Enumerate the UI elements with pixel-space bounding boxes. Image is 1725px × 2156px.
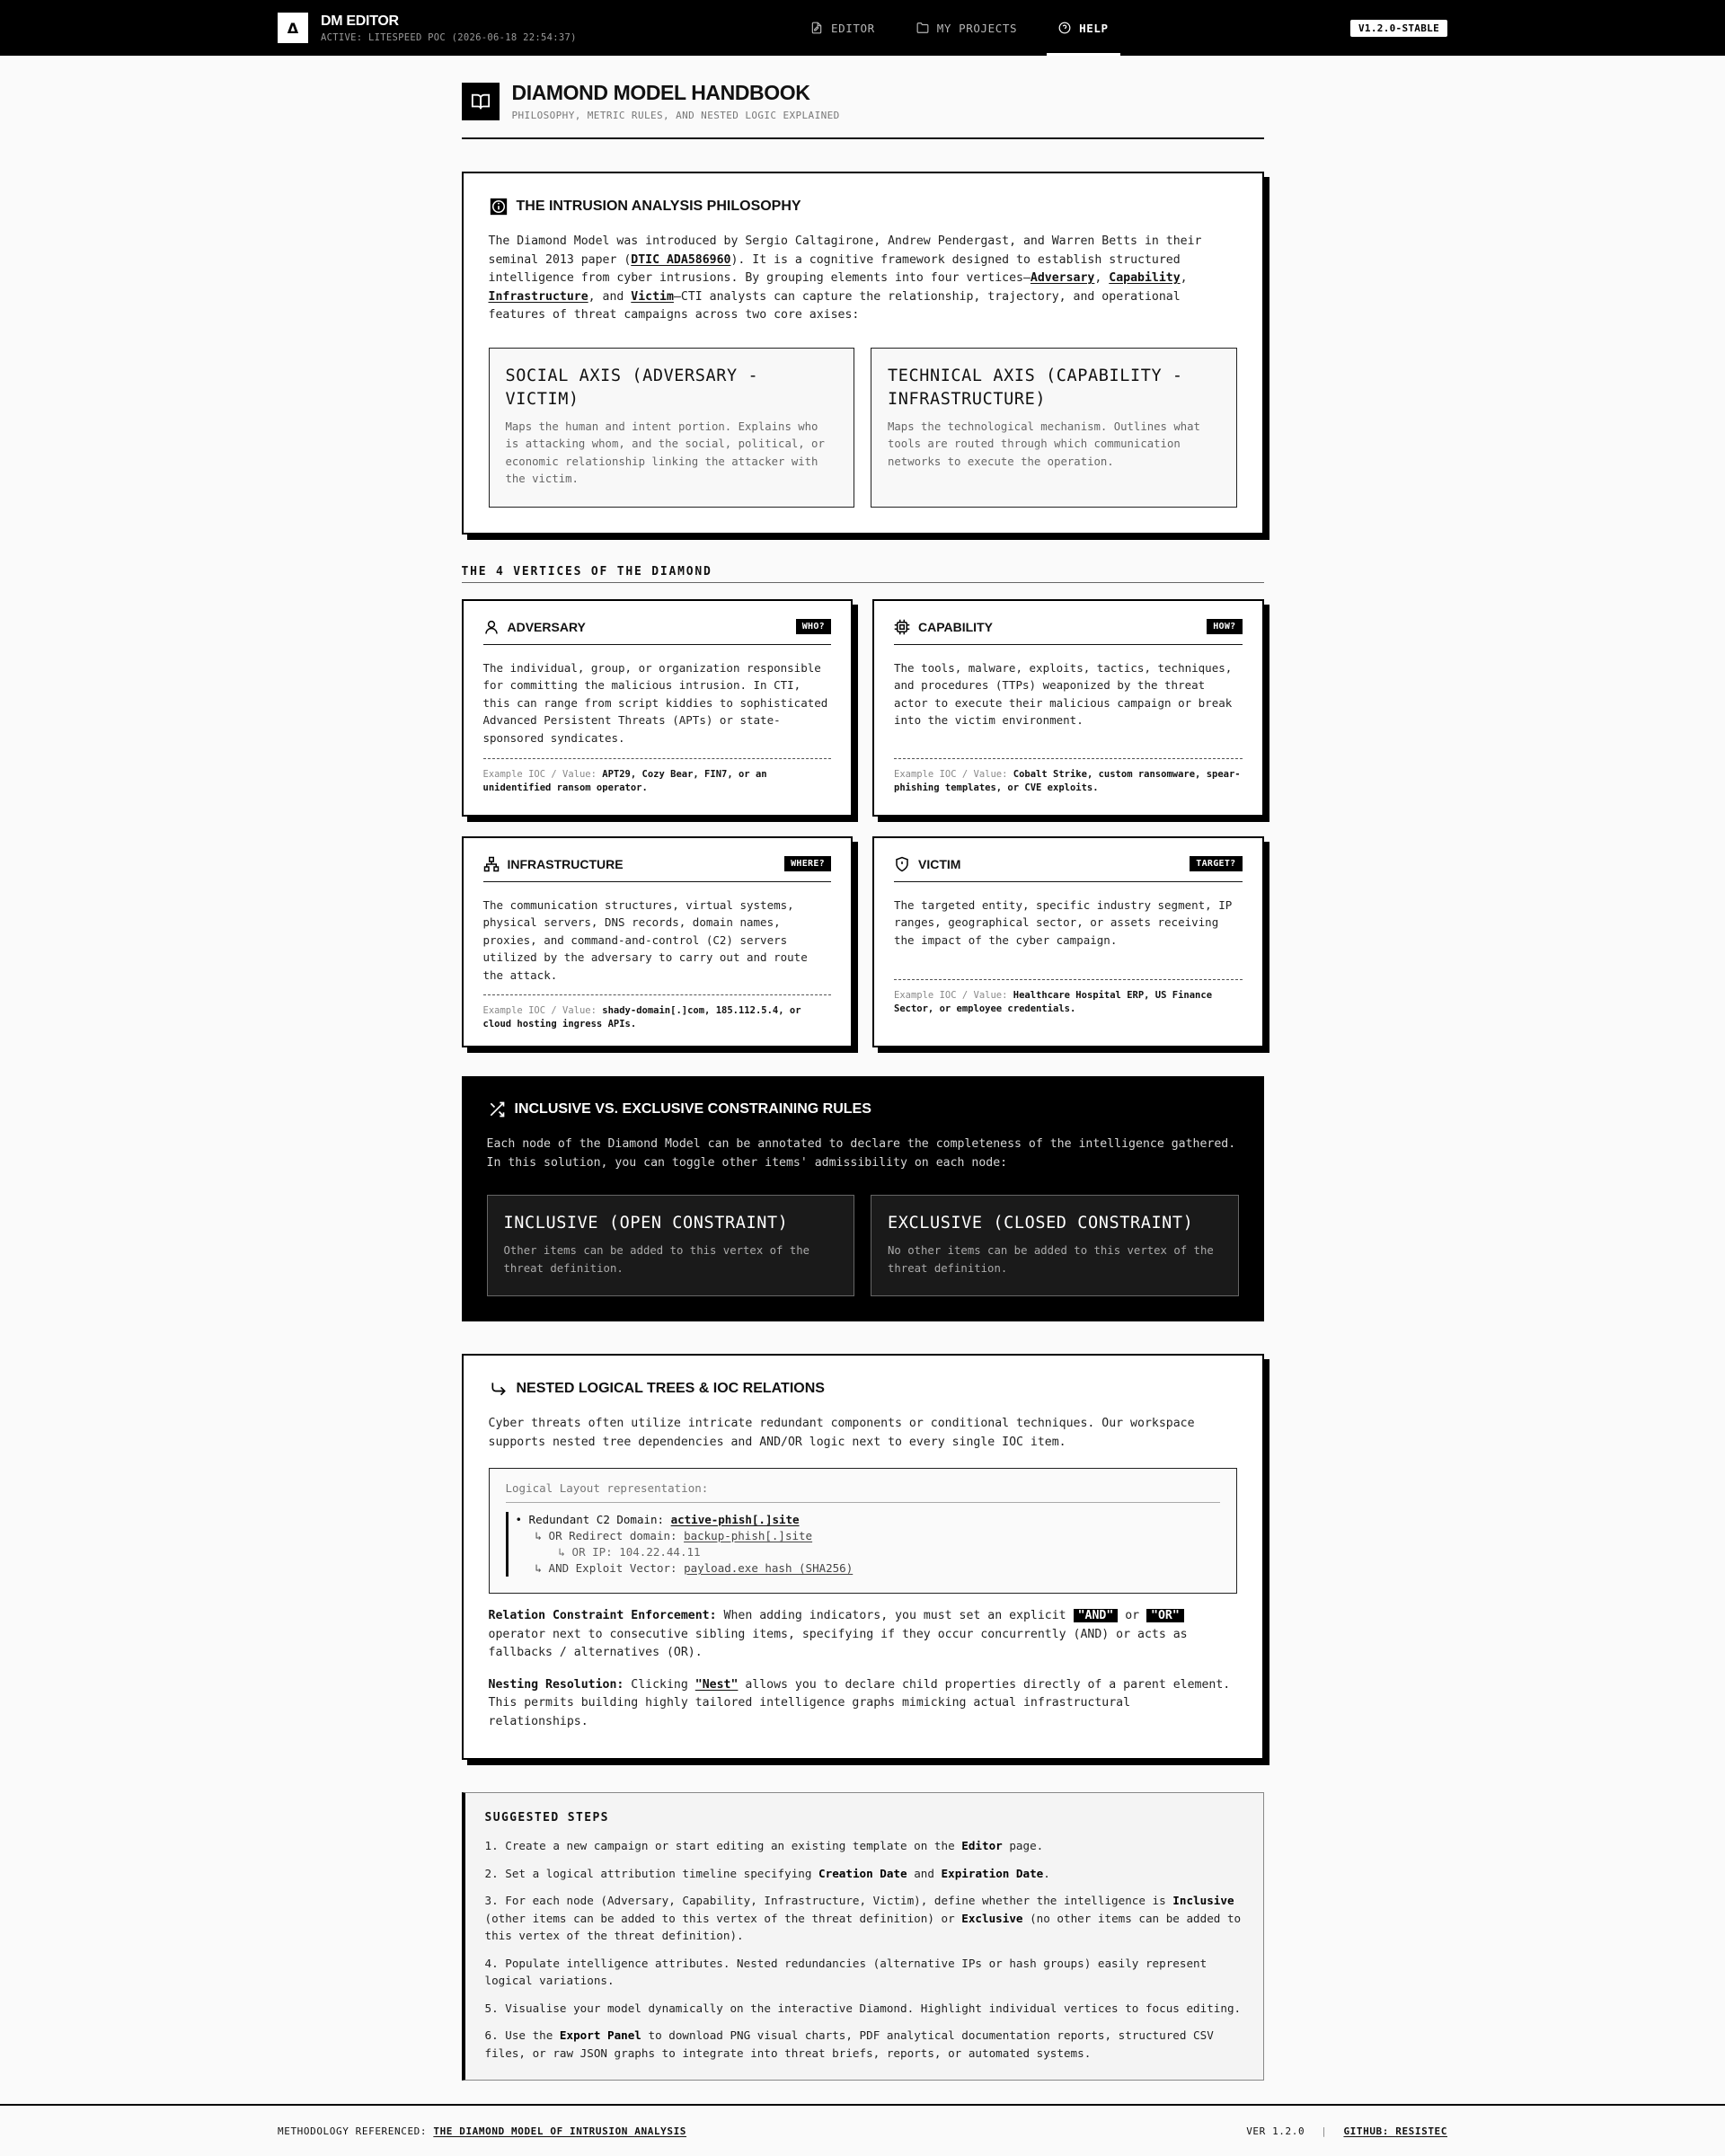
vertex-name [483, 856, 624, 872]
vertex-example [894, 758, 1243, 795]
user-icon [483, 619, 500, 635]
github-link[interactable]: GITHUB: RESISTEC [1343, 2125, 1447, 2137]
inclusive-title: INCLUSIVE (OPEN CONSTRAINT) [503, 1214, 789, 1233]
step-text: page. [1002, 1839, 1044, 1852]
info-icon [489, 197, 509, 216]
dtic-link[interactable]: DTIC ADA586960 [631, 252, 731, 267]
step-text: (no other items can be added to this vertex of the threat definition). [484, 1911, 1242, 1942]
steps-title: SUGGESTED STEPS [484, 1811, 609, 1825]
vertex-example [483, 994, 832, 1031]
nesting-text-b: allows you to declare child properties directly of a parent element. This permits building highly tailored intelligence graphs mimicking actual infrastructural relationships. [488, 1677, 1231, 1728]
or-operator-badge: "OR" [1146, 1609, 1184, 1622]
vertex-card-adversary [462, 599, 854, 817]
social-axis-box [489, 348, 855, 508]
methodology-reference [278, 2125, 686, 2137]
philosophy-card [462, 172, 1264, 535]
nav-my-projects[interactable] [905, 0, 1029, 56]
step-emphasis: Editor [961, 1839, 1003, 1852]
page-title: DIAMOND MODEL HANDBOOK [511, 81, 810, 104]
step-text: 3. For each node (Adversary, Capability, Infrastructure, Victim), define whether the intelligence is [484, 1894, 1173, 1907]
vertex-tag: WHERE? [784, 856, 831, 871]
vertex-name-text: ADVERSARY [507, 619, 586, 634]
tree-row-c2 [516, 1512, 1220, 1528]
step-text: . [1043, 1866, 1050, 1880]
step-text: to download PNG visual charts, PDF analytical documentation reports, structured CSV files, or raw JSON graphs to integrate into threat briefs, reports, or automated systems. [484, 2028, 1214, 2060]
relation-enforcement [489, 1607, 1237, 1663]
and-operator-badge: "AND" [1074, 1609, 1119, 1622]
nav-help[interactable] [1047, 0, 1120, 56]
philosophy-text-a: The Diamond Model was introduced by Sergio Caltagirone, Andrew Pendergast, and Warren Betts in their seminal 2013 paper ( [488, 234, 1202, 267]
logic-layout-title: Logical Layout representation: [506, 1481, 1220, 1503]
vertex-description: The tools, malware, exploits, tactics, techniques, and procedures (TTPs) weaponized by the threat actor to execute their malicious campaign or break into the victim environment. [894, 660, 1233, 727]
example-value: Healthcare Hospital ERP, US Finance Sector, or employee credentials. [894, 989, 1213, 1014]
step-emphasis: Export Panel [559, 2028, 641, 2042]
social-axis-title: SOCIAL AXIS (ADVERSARY - VICTIM) [505, 366, 759, 409]
philosophy-title-text: THE INTRUSION ANALYSIS PHILOSOPHY [516, 199, 801, 214]
vertex-name-text: CAPABILITY [918, 619, 993, 634]
constraint-row [487, 1195, 1239, 1296]
vertex-name-text: VICTIM [918, 856, 961, 871]
step-emphasis: Creation Date [818, 1866, 907, 1880]
step-3 [485, 1892, 1243, 1945]
nav-editor[interactable] [799, 0, 887, 56]
step-text: 1. Create a new campaign or start editing an existing template on the [484, 1839, 962, 1852]
technical-axis-box [871, 348, 1237, 508]
corner-down-right-icon [489, 1379, 509, 1399]
vertex-tag: WHO? [796, 619, 831, 634]
shuffle-icon [487, 1100, 507, 1119]
vertex-description: The individual, group, or organization responsible for committing the malicious intrusion. In CTI, this can range from script kiddies to sophisticated Advanced Persistent Threats (APTs) or state-sponsored syndicates. [482, 660, 828, 745]
tree-row-prefix: ↳ AND Exploit Vector: [535, 1561, 685, 1575]
nesting-resolution [489, 1676, 1237, 1732]
active-project-label: ACTIVE: LITESPEED POC (2026-06-18 22:54:37) [321, 31, 577, 43]
network-icon [483, 856, 500, 872]
relation-or-word: or [1118, 1609, 1147, 1622]
tree-row-value: backup-phish[.]site [684, 1529, 813, 1542]
example-value: shady-domain[.]com, 185.112.5.4, or cloud hosting ingress APIs. [482, 1005, 801, 1029]
logic-tree [506, 1512, 1220, 1577]
relation-text-a: When adding indicators, you must set an explicit [716, 1609, 1074, 1622]
nav-my-projects-label: MY PROJECTS [936, 21, 1018, 35]
nested-title [489, 1379, 1237, 1399]
exclusive-desc: No other items can be added to this vertex of the threat definition. [888, 1244, 1214, 1275]
philosophy-text-c: —CTI analysts can capture the relationship, trajectory, and operational features of threat campaigns across two core axises: [488, 289, 1181, 322]
example-value: Cobalt Strike, custom ransomware, spear-phishing templates, or CVE exploits. [894, 768, 1241, 793]
step-text: and [907, 1866, 942, 1880]
constraining-rules-card [462, 1076, 1264, 1321]
app-name: DM EDITOR [321, 13, 399, 29]
infrastructure-link[interactable]: Infrastructure [488, 289, 588, 304]
inclusive-box [487, 1195, 855, 1296]
methodology-link[interactable]: THE DIAMOND MODEL OF INTRUSION ANALYSIS [433, 2125, 687, 2137]
vertex-name [894, 856, 960, 872]
step-text: 6. Use the [484, 2028, 560, 2042]
capability-link[interactable]: Capability [1109, 271, 1181, 285]
vertex-name-text: INFRASTRUCTURE [507, 856, 624, 871]
book-open-icon [462, 83, 500, 120]
rules-description: Each node of the Diamond Model can be annotated to declare the completeness of the intelligence gathered. In this solution, you can toggle other items' admissibility on each node: [486, 1137, 1236, 1170]
tree-row-prefix: ↳ OR Redirect domain: [535, 1529, 685, 1542]
vertices-grid [462, 599, 1264, 1048]
help-circle-icon [1058, 22, 1071, 34]
step-5: 5. Visualise your model dynamically on the interactive Diamond. Highlight individual vertices to focus editing. [484, 2001, 1242, 2015]
page-header [462, 81, 1264, 139]
inclusive-desc: Other items can be added to this vertex of the threat definition. [503, 1244, 810, 1275]
vertex-card-victim [872, 836, 1264, 1048]
logic-layout-box [489, 1468, 1237, 1594]
nested-title-text: NESTED LOGICAL TREES & IOC RELATIONS [516, 1381, 825, 1396]
vertex-description: The communication structures, virtual systems, physical servers, DNS records, domain names, proxies, and command-and-control (C2) servers utilized by the adversary to carry out and route the attack. [482, 897, 808, 982]
tree-row-value: payload.exe hash (SHA256) [684, 1561, 854, 1575]
footer-separator: | [1321, 2125, 1328, 2137]
philosophy-sep-2: , [1180, 271, 1188, 285]
top-bar [0, 0, 1725, 56]
tree-row-value: active-phish[.]site [670, 1513, 800, 1526]
step-text: 2. Set a logical attribution timeline specifying [484, 1866, 819, 1880]
vertex-tag: HOW? [1207, 619, 1242, 634]
footer-version: VER 1.2.0 [1246, 2125, 1305, 2137]
philosophy-title [489, 197, 1237, 216]
vertex-header [483, 619, 832, 645]
rules-title-text: INCLUSIVE VS. EXCLUSIVE CONSTRAINING RULES [514, 1101, 871, 1117]
nested-logic-card [462, 1354, 1264, 1760]
handbook-content [462, 56, 1264, 2081]
step-emphasis: Expiration Date [941, 1866, 1044, 1880]
technical-axis-title: TECHNICAL AXIS (CAPABILITY - INFRASTRUCTURE) [888, 366, 1183, 409]
vertex-tag: TARGET? [1190, 856, 1242, 871]
example-label: Example IOC / Value: [482, 768, 603, 780]
step-text: (other items can be added to this vertex of the threat definition) or [484, 1911, 962, 1925]
example-label: Example IOC / Value: [482, 1005, 603, 1016]
step-emphasis: Inclusive [1172, 1894, 1234, 1907]
step-1 [485, 1837, 1243, 1855]
vertex-card-capability [872, 599, 1264, 817]
vertex-card-infrastructure [462, 836, 854, 1048]
vertex-example [894, 979, 1243, 1016]
technical-axis-desc: Maps the technological mechanism. Outlines what tools are routed through which communication networks to execute the operation. [888, 420, 1200, 468]
tree-row-redirect [516, 1528, 1220, 1544]
exclusive-box [871, 1195, 1239, 1296]
main-nav [799, 0, 1138, 56]
philosophy-sep-1: , [1094, 271, 1110, 285]
relation-label: Relation Constraint Enforcement: [488, 1609, 717, 1622]
version-badge: V1.2.0-STABLE [1350, 20, 1447, 37]
delta-logo-icon: Δ [278, 13, 308, 43]
shield-alert-icon [894, 856, 910, 872]
exclusive-title: EXCLUSIVE (CLOSED CONSTRAINT) [888, 1214, 1194, 1233]
social-axis-desc: Maps the human and intent portion. Explains who is attacking whom, and the social, political, or economic relationship linking the attacker with the victim. [505, 420, 825, 485]
footer [0, 2104, 1725, 2156]
folder-icon [916, 22, 929, 34]
nest-keyword: "Nest" [694, 1677, 739, 1692]
adversary-link[interactable]: Adversary [1030, 271, 1095, 285]
methodology-label: METHODOLOGY REFERENCED: [278, 2125, 434, 2137]
example-label: Example IOC / Value: [894, 989, 1013, 1001]
rules-title [487, 1100, 1239, 1119]
relation-text-b: operator next to consecutive sibling items, specifying if they occur concurrently (AND) or acts as fallbacks / alternatives (OR). [488, 1627, 1188, 1659]
vertex-header [894, 619, 1243, 645]
philosophy-sep-3: , and [588, 289, 632, 304]
suggested-steps [462, 1792, 1264, 2081]
example-label: Example IOC / Value: [894, 768, 1013, 780]
vertex-name [483, 619, 586, 635]
axes-row [489, 348, 1237, 508]
page-subtitle: PHILOSOPHY, METRIC RULES, AND NESTED LOGIC EXPLAINED [511, 110, 840, 121]
vertex-name [894, 619, 993, 635]
nesting-text-a: Clicking [624, 1677, 695, 1692]
step-6 [485, 2027, 1243, 2062]
vertices-heading: THE 4 VERTICES OF THE DIAMOND [462, 565, 1264, 583]
tree-row-prefix: • Redundant C2 Domain: [515, 1513, 671, 1526]
vertex-header [894, 856, 1243, 882]
step-emphasis: Exclusive [961, 1911, 1023, 1925]
nested-description: Cyber threats often utilize intricate redundant components or conditional techniques. Our workspace supports nested tree dependencies and AND/OR logic next to every single IOC item. [488, 1417, 1195, 1449]
nesting-label: Nesting Resolution: [488, 1677, 624, 1692]
victim-link[interactable]: Victim [631, 289, 674, 304]
brand[interactable] [278, 13, 577, 43]
philosophy-description [489, 233, 1237, 325]
nav-editor-label: EDITOR [831, 21, 875, 35]
step-2 [485, 1865, 1243, 1883]
cpu-icon [894, 619, 910, 635]
philosophy-text-b: ). It is a cognitive framework designed to establish structured intelligence from cyber intrusions. By grouping elements into four vertices— [488, 252, 1181, 285]
file-edit-icon [810, 22, 823, 34]
tree-row-exploit [516, 1560, 1220, 1577]
example-value: APT29, Cozy Bear, FIN7, or an unidentified ransom operator. [482, 768, 767, 793]
nav-help-label: HELP [1079, 21, 1109, 35]
vertex-header [483, 856, 832, 882]
vertex-example [483, 758, 832, 795]
tree-row-ip: ↳ OR IP: 104.22.44.11 [558, 1545, 701, 1559]
step-4: 4. Populate intelligence attributes. Nested redundancies (alternative IPs or hash groups) easily represent logical variations. [484, 1956, 1208, 1987]
vertex-description: The targeted entity, specific industry segment, IP ranges, geographical sector, or assets receiving the impact of the cyber campaign. [894, 897, 1233, 947]
